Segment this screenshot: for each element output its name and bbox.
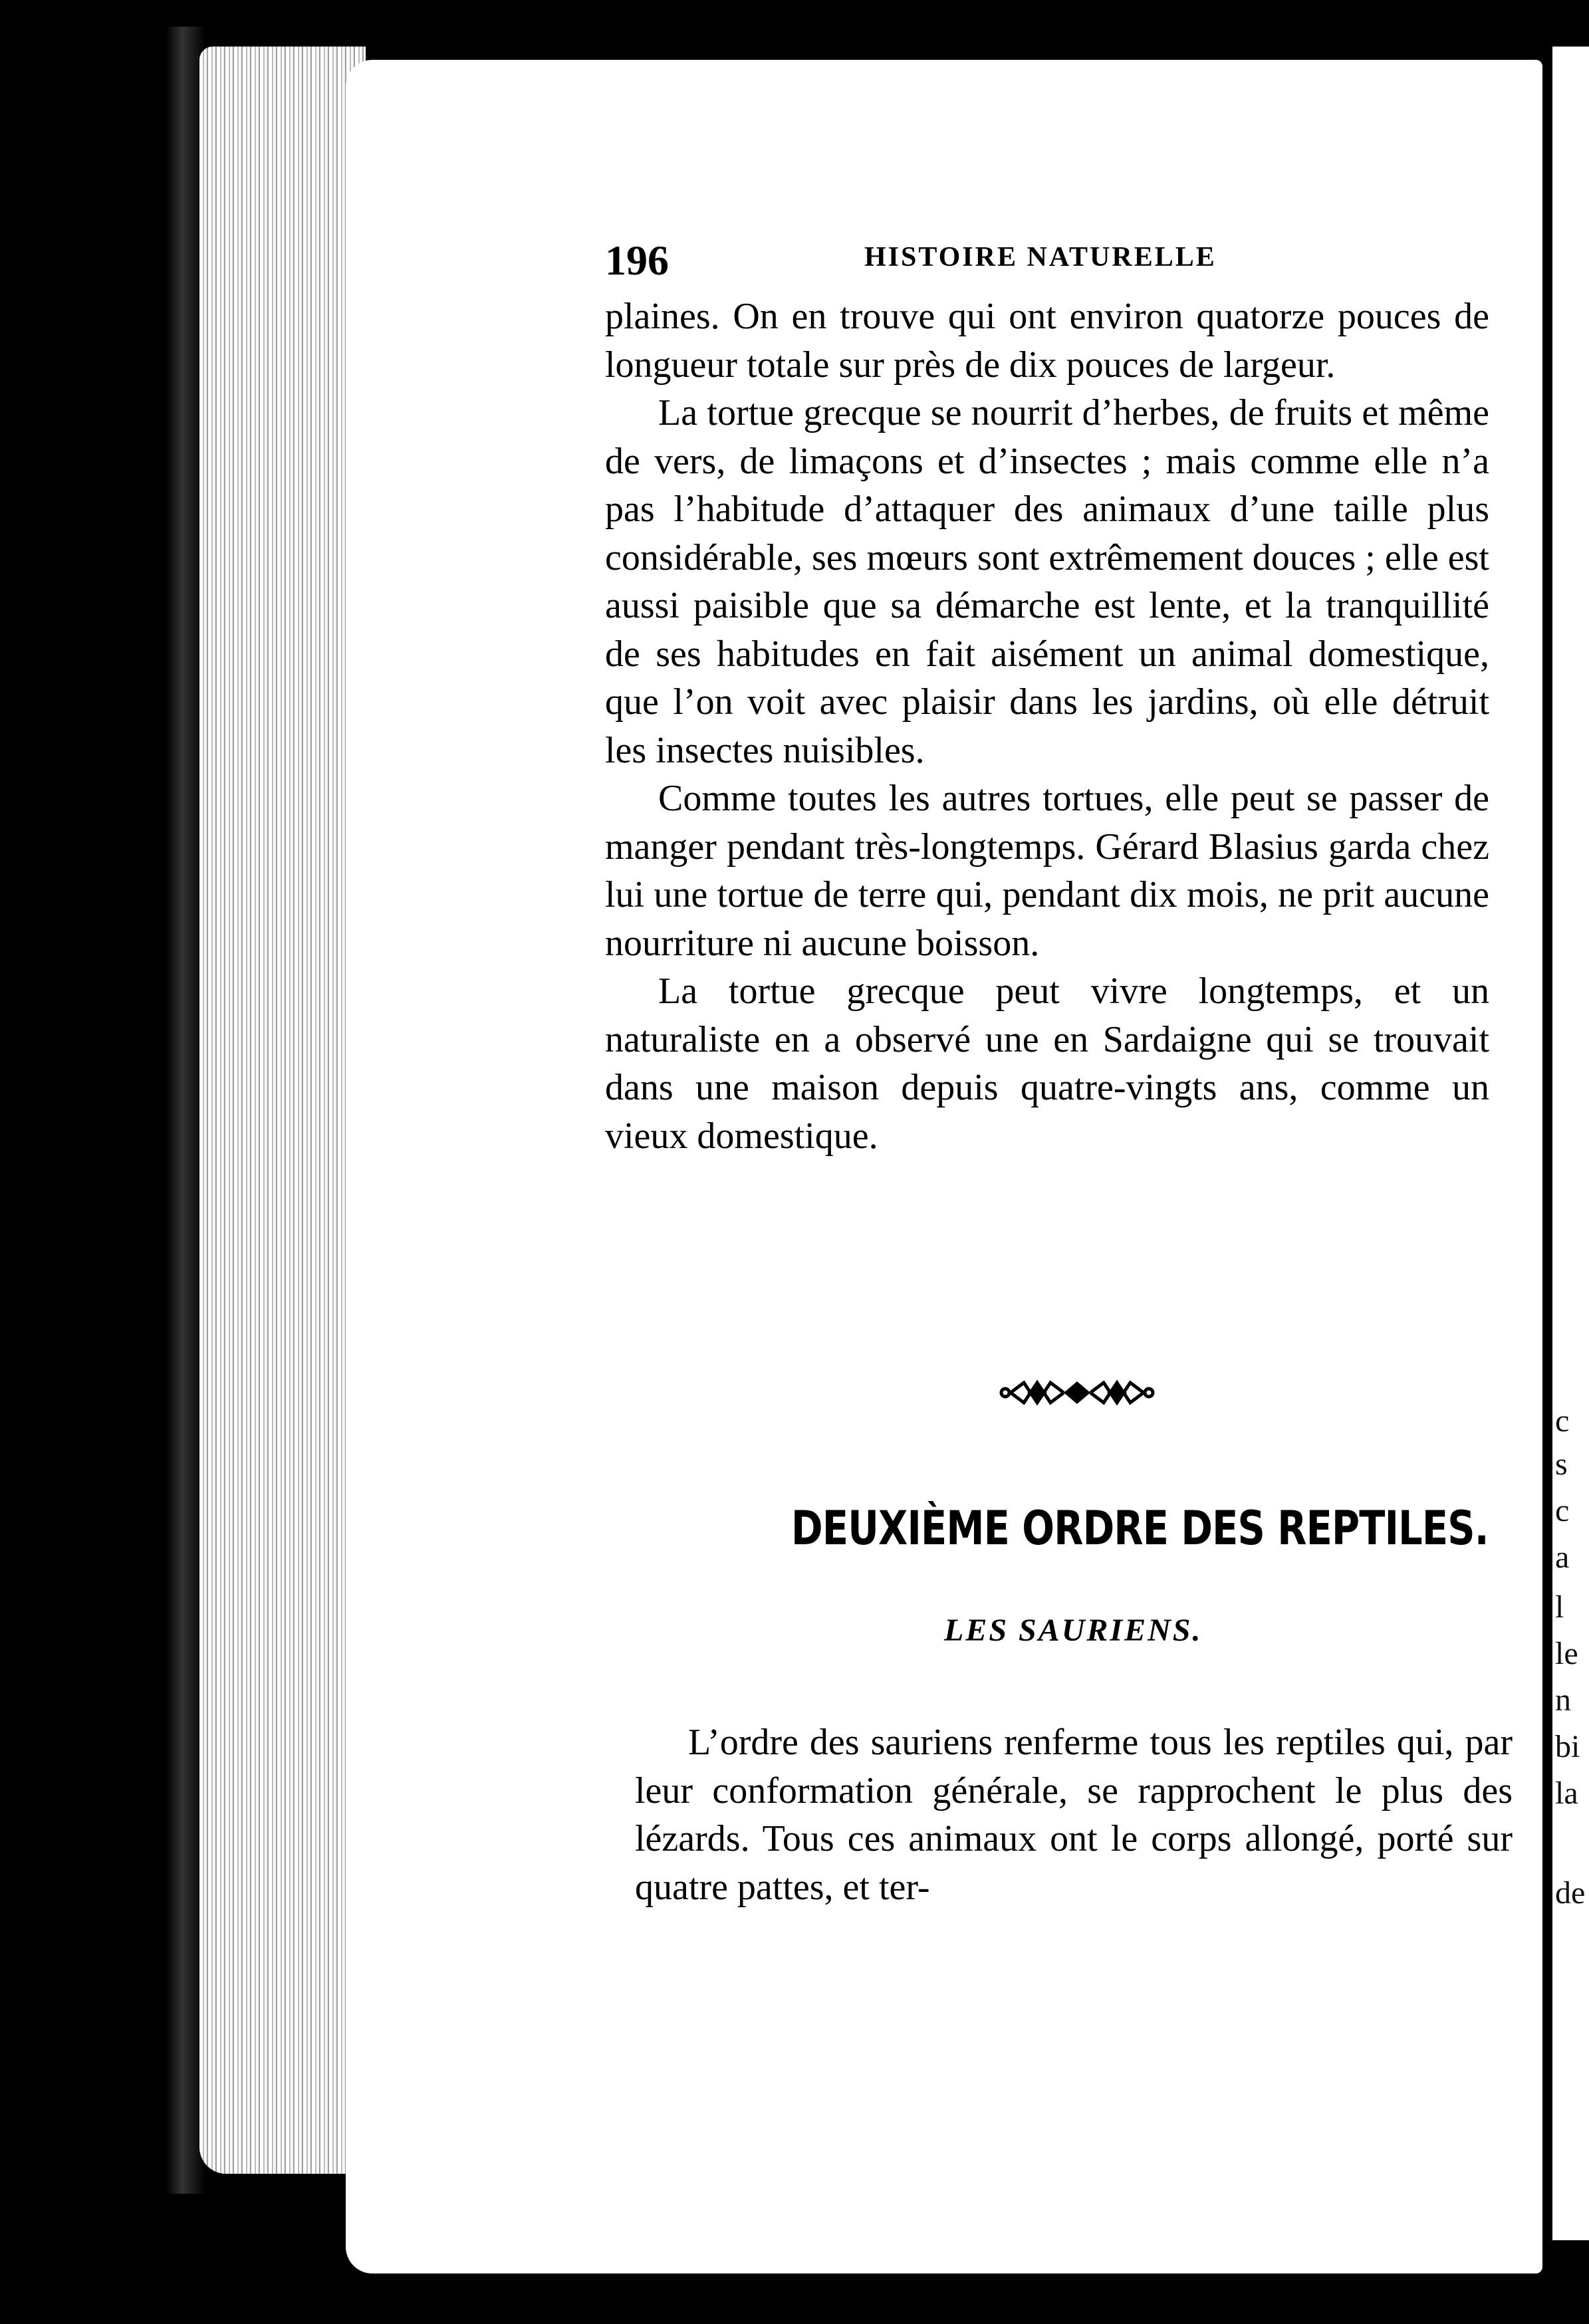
ornament-divider xyxy=(997,1376,1157,1409)
running-title: HISTOIRE NATURELLE xyxy=(864,242,1217,273)
page-number: 196 xyxy=(605,237,669,284)
paragraph: La tortue grecque se nourrit d’herbes, de fruits et même de vers, de limaçons et d’insectes ; mais comme elle n’a pas l’habitude d’attaquer des animaux d’une taille plus considérable, ses mœurs sont extrêmement douces ; elle est aussi paisible que sa démarche est lente, et la tranquillité de ses habitudes en fait aisément un animal domestique, que l’on voit avec plaisir dans les jardins, où elle détruit les insectes nuisibles. xyxy=(605,392,1489,771)
paragraph: L’ordre des sauriens renferme tous les reptiles qui, par leur conformation générale, se rapprochent le plus des lézards. Tous ces animaux ont le corps allongé, porté sur quatre pattes, et ter- xyxy=(635,1722,1513,1908)
paragraph: La tortue grecque peut vivre longtemps, et un naturaliste en a observé une en Sardaigne qui se trouvait dans une maison depuis quatre-vingts ans, comme un vieux domestique. xyxy=(605,971,1489,1157)
facing-page-fragment: de xyxy=(1555,1875,1586,1911)
page-header xyxy=(605,236,1223,283)
chapter-text xyxy=(635,1718,1513,1911)
page-edges xyxy=(199,47,366,2174)
chapter-subtitle: LES SAURIENS. xyxy=(944,1613,1203,1648)
facing-page-fragment: c xyxy=(1555,1403,1570,1439)
facing-page-fragment: la xyxy=(1555,1776,1578,1811)
paragraph: Comme toutes les autres tortues, elle peut se passer de manger pendant très-longtemps. Gérard Blasius garda chez lui une tortue de terre qui, pendant dix mois, ne prit aucune nourriture ni aucune boisson. xyxy=(605,778,1489,964)
facing-page-fragment: c xyxy=(1555,1493,1570,1528)
facing-page-edge xyxy=(1552,47,1589,2240)
facing-page-fragment: a xyxy=(1555,1540,1570,1575)
facing-page-fragment: s xyxy=(1555,1447,1568,1482)
facing-page-fragment: l xyxy=(1555,1589,1564,1625)
facing-page-fragment: n xyxy=(1555,1683,1571,1718)
facing-page-fragment: bi xyxy=(1555,1729,1580,1764)
paragraph: plaines. On en trouve qui ont environ quatorze pouces de longueur totale sur près de dix pouces de largeur. xyxy=(605,296,1489,386)
facing-page-fragment: le xyxy=(1555,1636,1578,1671)
chapter-title: DEUXIÈME ORDRE DES REPTILES. xyxy=(791,1501,1489,1556)
body-text xyxy=(605,292,1489,1160)
